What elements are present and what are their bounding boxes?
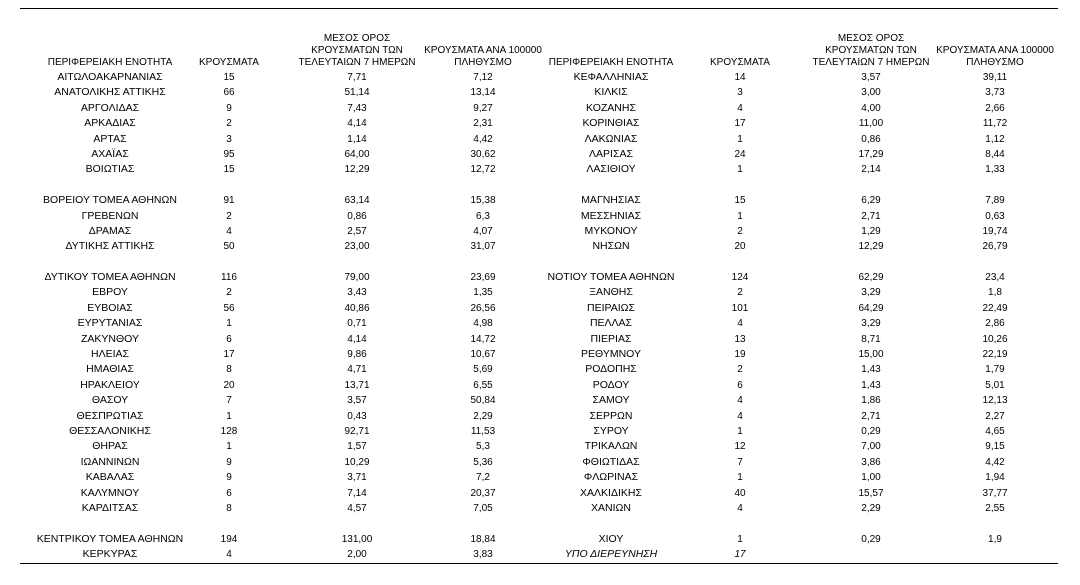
header-left-avg7: ΜΕΣΟΣ ΟΡΟΣ ΚΡΟΥΣΜΑΤΩΝ ΤΩΝ ΤΕΛΕΥΤΑΙΩΝ 7 ΗΜΕΡΩΝ [298, 33, 416, 68]
right-avg7-cell: 3,00 [861, 87, 881, 99]
right-cases-cell: 2 [737, 287, 743, 299]
right-region-cell: ΜΕΣΣΗΝΙΑΣ [580, 209, 642, 222]
left-cases-cell: 9 [226, 102, 232, 114]
right-cases-cell: 15 [734, 195, 746, 207]
left-avg7-cell: 4,57 [347, 502, 367, 514]
right-cases-cell: 13 [734, 333, 746, 345]
right-avg7-cell: 15,57 [858, 487, 884, 499]
table-row [0, 424, 1080, 439]
left-cases-cell: 8 [226, 364, 232, 376]
left-cases-cell: 50 [223, 241, 235, 253]
left-cases-cell: 15 [223, 164, 235, 176]
right-cases-cell: 4 [737, 410, 743, 422]
left-region-cell: ΓΡΕΒΕΝΩΝ [81, 209, 139, 222]
right-per100k-cell: 1,12 [985, 133, 1005, 145]
right-avg7-cell: 3,29 [861, 318, 881, 330]
table-row [0, 147, 1080, 162]
right-per100k-cell: 10,26 [982, 333, 1008, 345]
left-per100k-cell: 15,38 [470, 195, 496, 207]
right-per100k-cell: 1,33 [985, 164, 1005, 176]
table-row [0, 532, 1080, 547]
left-per100k-cell: 5,36 [473, 456, 493, 468]
right-region-cell: ΠΕΙΡΑΙΩΣ [587, 301, 635, 314]
right-cases-cell: 12 [734, 441, 746, 453]
right-avg7-cell: 1,43 [861, 364, 881, 376]
table-row [0, 347, 1080, 362]
left-cases-cell: 2 [226, 210, 232, 222]
left-avg7-cell: 13,71 [344, 379, 370, 391]
right-region-cell: ΠΕΛΛΑΣ [589, 317, 633, 330]
left-avg7-cell: 7,71 [347, 72, 367, 83]
left-per100k-cell: 31,07 [470, 241, 496, 253]
right-avg7-cell: 4,00 [861, 102, 881, 114]
table-row [0, 224, 1080, 239]
right-cases-cell: 1 [737, 533, 743, 545]
right-avg7-cell: 2,14 [861, 164, 881, 176]
right-per100k-cell: 22,49 [982, 302, 1008, 314]
left-avg7-cell: 131,00 [341, 533, 373, 545]
left-cases-cell: 7 [226, 395, 232, 407]
left-avg7-cell: 12,29 [344, 164, 370, 176]
left-per100k-cell: 6,55 [473, 379, 493, 391]
table-row [0, 270, 1080, 285]
left-per100k-cell: 13,14 [470, 87, 496, 99]
left-cases-cell: 91 [223, 195, 235, 207]
left-avg7-cell: 4,14 [347, 333, 367, 345]
right-region-cell: ΥΠΟ ΔΙΕΡΕΥΝΗΣΗ [564, 548, 658, 561]
left-region-cell: ΘΗΡΑΣ [92, 440, 128, 453]
top-rule [20, 8, 1058, 9]
left-avg7-cell: 0,71 [347, 318, 367, 330]
right-per100k-cell: 7,89 [985, 195, 1005, 207]
left-avg7-cell: 23,00 [344, 241, 370, 253]
right-cases-cell: 19 [734, 349, 746, 361]
right-per100k-cell: 5,01 [985, 379, 1005, 391]
right-cases-cell: 17 [734, 549, 746, 561]
left-avg7-cell: 64,00 [344, 148, 370, 160]
cases-table-body [0, 70, 1080, 563]
left-region-cell: ΑΡΓΟΛΙΔΑΣ [80, 101, 140, 114]
right-per100k-cell: 11,72 [982, 118, 1008, 130]
right-per100k-cell: 26,79 [982, 241, 1008, 253]
left-avg7-cell: 79,00 [344, 272, 370, 284]
right-cases-cell: 7 [737, 456, 743, 468]
left-per100k-cell: 23,69 [470, 272, 496, 284]
right-avg7-cell: 7,00 [861, 441, 881, 453]
left-cases-cell: 2 [226, 287, 232, 299]
left-per100k-cell: 2,31 [473, 118, 493, 130]
left-per100k-cell: 4,07 [473, 225, 493, 237]
header-left-region: ΠΕΡΙΦΕΡΕΙΑΚΗ ΕΝΟΤΗΤΑ [47, 57, 173, 68]
left-per100k-cell: 18,84 [470, 533, 496, 545]
left-avg7-cell: 7,43 [347, 102, 367, 114]
left-region-cell: ΑΧΑΪΑΣ [91, 147, 129, 160]
left-avg7-cell: 0,86 [347, 210, 367, 222]
left-region-cell: ΖΑΚΥΝΘΟΥ [80, 332, 139, 345]
left-cases-cell: 4 [226, 225, 232, 237]
left-per100k-cell: 4,98 [473, 318, 493, 330]
right-per100k-cell: 1,94 [985, 472, 1005, 484]
right-cases-cell: 124 [731, 272, 749, 284]
right-region-cell: ΡΕΘΥΜΝΟΥ [580, 348, 641, 361]
table-row [0, 501, 1080, 516]
left-cases-cell: 8 [226, 502, 232, 514]
right-per100k-cell: 22,19 [982, 349, 1008, 361]
right-cases-cell: 14 [734, 72, 746, 83]
right-per100k-cell: 1,79 [985, 364, 1005, 376]
right-avg7-cell: 8,71 [861, 333, 881, 345]
left-avg7-cell: 63,14 [344, 195, 370, 207]
left-avg7-cell: 9,86 [347, 349, 367, 361]
right-per100k-cell: 0,63 [985, 210, 1005, 222]
left-per100k-cell: 7,12 [473, 72, 493, 83]
right-per100k-cell: 4,65 [985, 425, 1005, 437]
right-region-cell: ΚΟΡΙΝΘΙΑΣ [582, 117, 640, 130]
right-avg7-cell: 2,29 [861, 502, 881, 514]
right-avg7-cell: 0,29 [861, 425, 881, 437]
spacer-row [0, 516, 1080, 531]
table-row [0, 209, 1080, 224]
right-per100k-cell: 23,4 [985, 272, 1005, 284]
right-region-cell: ΧΑΝΙΩΝ [591, 501, 631, 514]
table-row [0, 70, 1080, 85]
left-cases-cell: 6 [226, 333, 232, 345]
right-avg7-cell: 64,29 [858, 302, 884, 314]
left-per100k-cell: 12,72 [470, 164, 496, 176]
left-per100k-cell: 7,05 [473, 502, 493, 514]
left-avg7-cell: 4,14 [347, 118, 367, 130]
right-avg7-cell: 3,29 [861, 287, 881, 299]
right-avg7-cell: 62,29 [858, 272, 884, 284]
table-row [0, 85, 1080, 100]
left-per100k-cell: 7,2 [476, 472, 490, 484]
left-region-cell: ΕΒΡΟΥ [92, 286, 128, 299]
left-region-cell: ΚΑΛΥΜΝΟΥ [80, 486, 140, 499]
left-region-cell: ΚΕΝΤΡΙΚΟΥ ΤΟΜΕΑ ΑΘΗΝΩΝ [36, 532, 184, 545]
right-per100k-cell: 2,27 [985, 410, 1005, 422]
left-per100k-cell: 14,72 [470, 333, 496, 345]
left-per100k-cell: 20,37 [470, 487, 496, 499]
left-per100k-cell: 4,42 [473, 133, 493, 145]
right-region-cell: ΧΙΟΥ [598, 532, 624, 545]
left-region-cell: ΚΕΡΚΥΡΑΣ [82, 548, 138, 561]
left-cases-cell: 1 [226, 410, 232, 422]
right-region-cell: ΛΑΡΙΣΑΣ [589, 147, 633, 160]
left-avg7-cell: 3,57 [347, 395, 367, 407]
left-cases-cell: 1 [226, 441, 232, 453]
right-region-cell: ΣΥΡΟΥ [593, 424, 629, 437]
right-per100k-cell: 9,15 [985, 441, 1005, 453]
left-avg7-cell: 3,43 [347, 287, 367, 299]
right-per100k-cell: 37,77 [982, 487, 1008, 499]
right-cases-cell: 1 [737, 472, 743, 484]
left-region-cell: ΘΑΣΟΥ [91, 394, 129, 407]
left-avg7-cell: 10,29 [344, 456, 370, 468]
table-row [0, 378, 1080, 393]
left-avg7-cell: 2,57 [347, 225, 367, 237]
left-region-cell: ΒΟΙΩΤΙΑΣ [85, 163, 135, 176]
right-region-cell: ΦΛΩΡΙΝΑΣ [583, 471, 639, 484]
left-region-cell: ΔΡΑΜΑΣ [88, 224, 132, 237]
left-cases-cell: 56 [223, 302, 235, 314]
header-right-avg7: ΜΕΣΟΣ ΟΡΟΣ ΚΡΟΥΣΜΑΤΩΝ ΤΩΝ ΤΕΛΕΥΤΑΙΩΝ 7 ΗΜΕΡΩΝ [812, 33, 930, 68]
right-per100k-cell: 19,74 [982, 225, 1008, 237]
left-cases-cell: 4 [226, 549, 232, 561]
header-right-per100k: ΚΡΟΥΣΜΑΤΑ ΑΝΑ 100000 ΠΛΗΘΥΣΜΟ [936, 45, 1054, 68]
right-avg7-cell: 3,86 [861, 456, 881, 468]
left-cases-cell: 194 [220, 533, 238, 545]
table-row [0, 162, 1080, 177]
right-avg7-cell: 17,29 [858, 148, 884, 160]
table-row [0, 285, 1080, 300]
table-row [0, 316, 1080, 331]
left-cases-cell: 116 [221, 272, 237, 284]
right-region-cell: ΜΥΚΟΝΟΥ [584, 224, 638, 237]
right-region-cell: ΣΕΡΡΩΝ [589, 409, 633, 422]
right-region-cell: ΠΙΕΡΙΑΣ [590, 332, 632, 345]
left-region-cell: ΕΥΒΟΙΑΣ [87, 301, 133, 314]
left-cases-cell: 9 [226, 472, 232, 484]
left-cases-cell: 6 [226, 487, 232, 499]
left-cases-cell: 9 [226, 456, 232, 468]
table-row [0, 439, 1080, 454]
left-per100k-cell: 50,84 [470, 395, 496, 407]
right-cases-cell: 6 [737, 379, 743, 391]
left-per100k-cell: 26,56 [470, 302, 496, 314]
right-per100k-cell: 3,73 [985, 87, 1005, 99]
left-region-cell: ΒΟΡΕΙΟΥ ΤΟΜΕΑ ΑΘΗΝΩΝ [43, 194, 177, 207]
right-cases-cell: 1 [737, 133, 743, 145]
right-per100k-cell: 2,55 [985, 502, 1005, 514]
left-region-cell: ΕΥΡΥΤΑΝΙΑΣ [77, 317, 143, 330]
left-avg7-cell: 7,14 [347, 487, 367, 499]
right-avg7-cell: 3,57 [861, 72, 881, 83]
right-avg7-cell: 1,29 [861, 225, 881, 237]
right-avg7-cell: 6,29 [861, 195, 881, 207]
left-per100k-cell: 3,83 [473, 549, 493, 561]
left-cases-cell: 2 [226, 118, 232, 130]
right-region-cell: ΚΙΛΚΙΣ [594, 86, 628, 99]
left-avg7-cell: 2,00 [347, 549, 367, 561]
left-region-cell: ΘΕΣΠΡΩΤΙΑΣ [76, 409, 144, 422]
left-region-cell: ΔΥΤΙΚΗΣ ΑΤΤΙΚΗΣ [65, 240, 155, 253]
left-region-cell: ΗΡΑΚΛΕΙΟΥ [80, 378, 140, 391]
table-row [0, 116, 1080, 131]
left-cases-cell: 20 [223, 379, 235, 391]
right-region-cell: ΚΟΖΑΝΗΣ [586, 101, 636, 114]
left-region-cell: ΚΑΒΑΛΑΣ [85, 471, 135, 484]
table-row [0, 455, 1080, 470]
right-cases-cell: 40 [734, 487, 746, 499]
right-region-cell: ΣΑΜΟΥ [592, 394, 630, 407]
right-region-cell: ΧΑΛΚΙΔΙΚΗΣ [580, 486, 642, 499]
left-per100k-cell: 6,3 [476, 210, 490, 222]
right-region-cell: ΤΡΙΚΑΛΩΝ [584, 440, 638, 453]
bottom-rule [20, 563, 1058, 564]
left-per100k-cell: 30,62 [470, 148, 496, 160]
right-region-cell: ΜΑΓΝΗΣΙΑΣ [581, 194, 641, 207]
left-avg7-cell: 3,71 [347, 472, 367, 484]
left-avg7-cell: 0,43 [347, 410, 367, 422]
left-cases-cell: 95 [223, 148, 235, 160]
right-avg7-cell: 11,00 [858, 118, 884, 130]
left-avg7-cell: 1,57 [347, 441, 367, 453]
right-region-cell: ΡΟΔΟΠΗΣ [585, 363, 637, 376]
right-cases-cell: 2 [737, 225, 743, 237]
right-avg7-cell: 1,43 [861, 379, 881, 391]
table-row [0, 332, 1080, 347]
table-row [0, 239, 1080, 254]
header-right-cases: ΚΡΟΥΣΜΑΤΑ [710, 57, 770, 68]
left-cases-cell: 15 [223, 72, 235, 83]
table-row [0, 470, 1080, 485]
right-per100k-cell: 2,66 [985, 102, 1005, 114]
right-cases-cell: 1 [737, 210, 743, 222]
left-region-cell: ΗΜΑΘΙΑΣ [86, 363, 134, 376]
right-per100k-cell: 12,13 [982, 395, 1008, 407]
left-region-cell: ΚΑΡΔΙΤΣΑΣ [81, 501, 139, 514]
left-per100k-cell: 2,29 [473, 410, 493, 422]
table-row [0, 101, 1080, 116]
right-region-cell: ΝΟΤΙΟΥ ΤΟΜΕΑ ΑΘΗΝΩΝ [547, 271, 675, 284]
right-avg7-cell: 12,29 [858, 241, 884, 253]
left-per100k-cell: 1,35 [473, 287, 493, 299]
right-cases-cell: 1 [737, 164, 743, 176]
right-cases-cell: 3 [737, 87, 743, 99]
left-cases-cell: 3 [226, 133, 232, 145]
left-avg7-cell: 92,71 [344, 425, 370, 437]
right-region-cell: ΛΑΣΙΘΙΟΥ [586, 163, 636, 176]
spacer-row [0, 178, 1080, 193]
right-cases-cell: 20 [734, 241, 746, 253]
right-region-cell: ΡΟΔΟΥ [592, 378, 630, 391]
right-region-cell: ΝΗΣΩΝ [592, 240, 630, 253]
right-cases-cell: 4 [737, 318, 743, 330]
spacer-row [0, 255, 1080, 270]
right-cases-cell: 1 [737, 425, 743, 437]
right-region-cell: ΦΘΙΩΤΙΔΑΣ [582, 455, 640, 468]
right-region-cell: ΞΑΝΘΗΣ [589, 286, 633, 299]
left-per100k-cell: 5,3 [476, 441, 490, 453]
left-region-cell: ΑΝΑΤΟΛΙΚΗΣ ΑΤΤΙΚΗΣ [54, 86, 166, 99]
right-cases-cell: 4 [737, 395, 743, 407]
right-per100k-cell: 39,11 [982, 72, 1008, 83]
right-cases-cell: 24 [734, 148, 746, 160]
left-region-cell: ΔΥΤΙΚΟΥ ΤΟΜΕΑ ΑΘΗΝΩΝ [44, 271, 176, 284]
left-cases-cell: 128 [220, 425, 238, 437]
right-per100k-cell: 2,86 [985, 318, 1005, 330]
right-avg7-cell: 1,86 [861, 395, 881, 407]
left-region-cell: ΘΕΣΣΑΛΟΝΙΚΗΣ [69, 424, 151, 437]
right-cases-cell: 101 [731, 302, 749, 314]
right-cases-cell: 4 [737, 502, 743, 514]
table-row [0, 132, 1080, 147]
left-per100k-cell: 9,27 [473, 102, 493, 114]
left-avg7-cell: 1,14 [347, 133, 367, 145]
left-cases-cell: 17 [223, 349, 235, 361]
left-cases-cell: 1 [226, 318, 232, 330]
table-row [0, 362, 1080, 377]
right-per100k-cell: 1,9 [988, 533, 1002, 545]
right-cases-cell: 4 [737, 102, 743, 114]
right-per100k-cell: 1,8 [988, 287, 1002, 299]
right-region-cell: ΛΑΚΩΝΙΑΣ [584, 132, 638, 145]
right-region-cell: ΚΕΦΑΛΛΗΝΙΑΣ [573, 71, 649, 83]
table-row [0, 547, 1080, 562]
right-avg7-cell: 2,71 [861, 210, 881, 222]
table-row [0, 486, 1080, 501]
left-per100k-cell: 10,67 [470, 349, 496, 361]
right-avg7-cell: 1,00 [861, 472, 881, 484]
header-right-region: ΠΕΡΙΦΕΡΕΙΑΚΗ ΕΝΟΤΗΤΑ [548, 57, 674, 68]
left-region-cell: ΑΙΤΩΛΟΑΚΑΡΝΑΝΙΑΣ [57, 71, 163, 83]
right-cases-cell: 17 [734, 118, 746, 130]
right-per100k-cell: 8,44 [985, 148, 1005, 160]
right-cases-cell: 2 [737, 364, 743, 376]
right-avg7-cell: 2,71 [861, 410, 881, 422]
table-row [0, 193, 1080, 208]
left-per100k-cell: 11,53 [470, 425, 496, 437]
table-row [0, 393, 1080, 408]
left-per100k-cell: 5,69 [473, 364, 493, 376]
right-per100k-cell: 4,42 [985, 456, 1005, 468]
left-avg7-cell: 40,86 [344, 302, 370, 314]
right-avg7-cell: 15,00 [858, 349, 884, 361]
left-region-cell: ΗΛΕΙΑΣ [90, 348, 129, 361]
left-avg7-cell: 4,71 [347, 364, 367, 376]
right-avg7-cell: 0,29 [861, 533, 881, 545]
header-left-cases: ΚΡΟΥΣΜΑΤΑ [199, 57, 259, 68]
right-avg7-cell: 0,86 [861, 133, 881, 145]
left-region-cell: ΑΡΤΑΣ [93, 132, 127, 145]
table-row [0, 301, 1080, 316]
left-avg7-cell: 51,14 [344, 87, 370, 99]
header-left-per100k: ΚΡΟΥΣΜΑΤΑ ΑΝΑ 100000 ΠΛΗΘΥΣΜΟ [424, 45, 542, 68]
left-cases-cell: 66 [223, 87, 235, 99]
left-region-cell: ΙΩΑΝΝΙΝΩΝ [80, 455, 140, 468]
table-row [0, 409, 1080, 424]
left-region-cell: ΑΡΚΑΔΙΑΣ [84, 117, 136, 130]
